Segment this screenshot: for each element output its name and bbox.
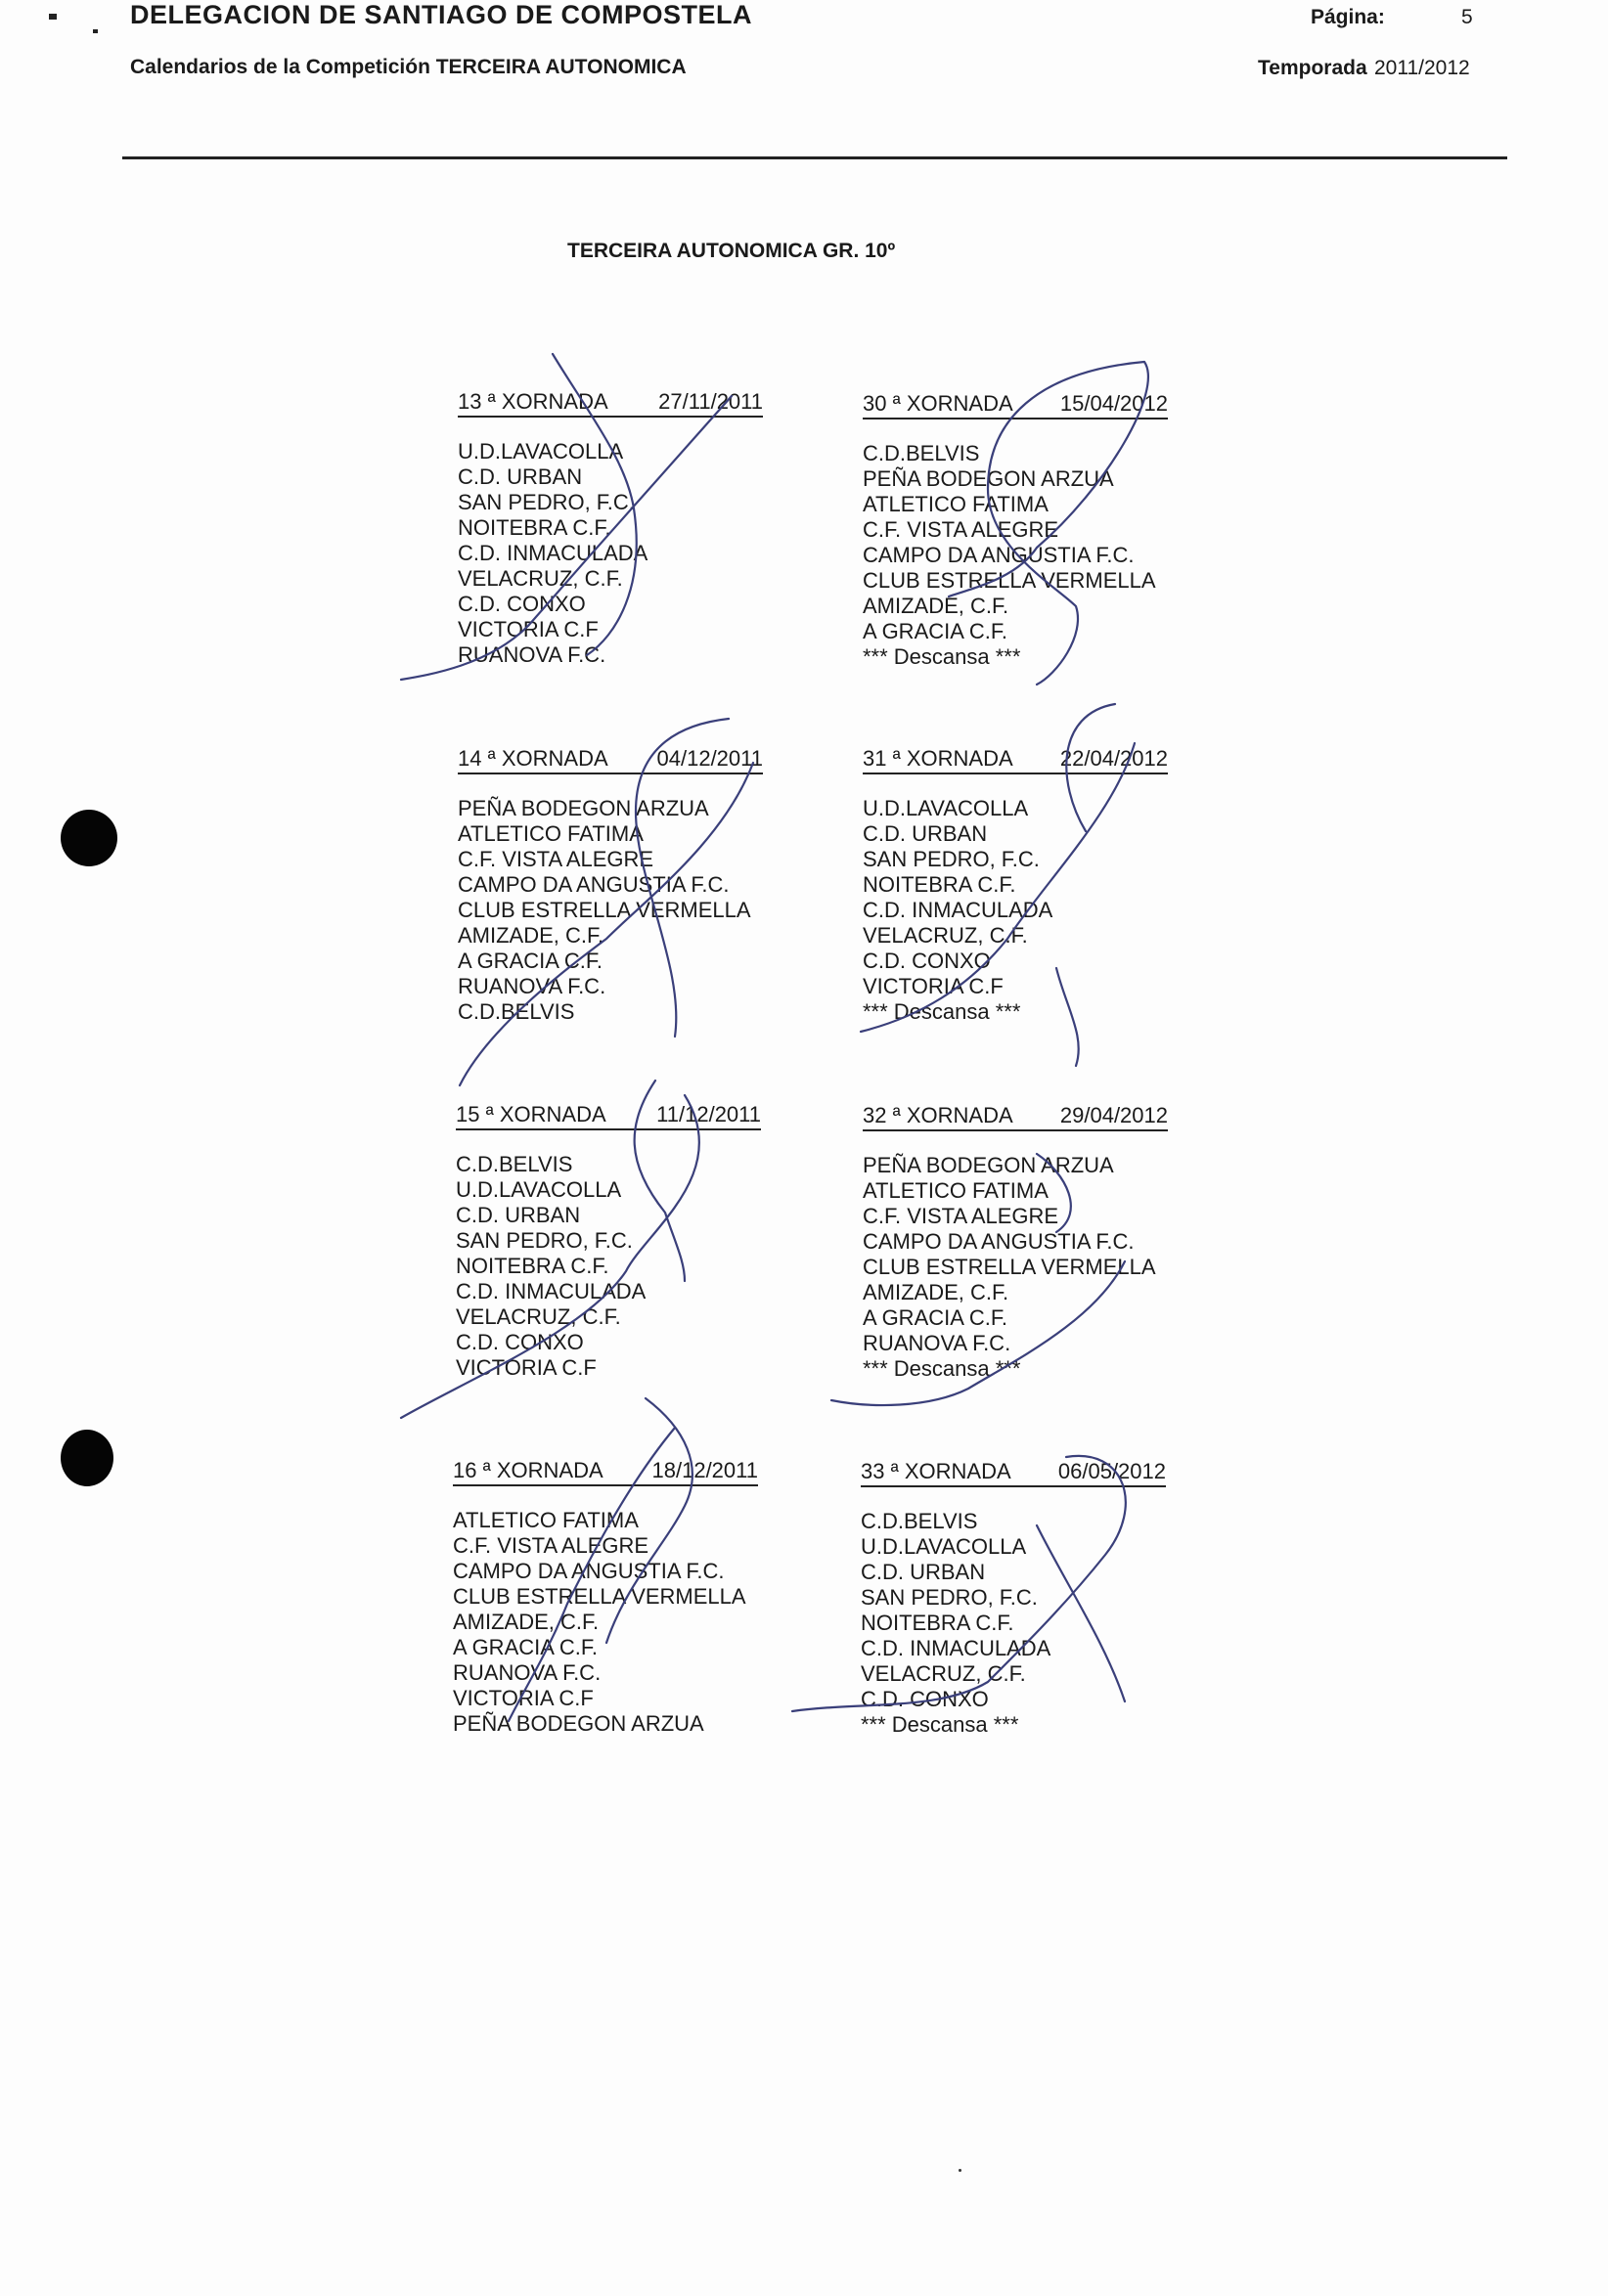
round-date: 06/05/2012 — [1057, 1459, 1166, 1483]
team-entry: RUANOVA F.C. — [458, 642, 606, 667]
season-label: Temporada — [1258, 57, 1367, 79]
team-entry: C.D. CONXO — [863, 949, 991, 973]
team-entry: VELACRUZ, C.F. — [861, 1661, 1026, 1686]
team-entry: C.D. CONXO — [456, 1330, 584, 1354]
round-name: 33 ª XORNADA — [861, 1459, 1011, 1483]
season-value: 2011/2012 — [1374, 57, 1470, 79]
team-entry: NOITEBRA C.F. — [456, 1254, 609, 1278]
document-subtitle: Calendarios de la Competición TERCEIRA AUTONOMICA — [130, 56, 687, 78]
team-entry: *** Descansa *** — [863, 1356, 1021, 1381]
round-date: 27/11/2011 — [658, 389, 763, 414]
team-entry: C.D. URBAN — [458, 464, 583, 489]
team-entry: C.F. VISTA ALEGRE — [863, 1204, 1059, 1228]
round-date: 18/12/2011 — [651, 1458, 758, 1482]
team-entry: A GRACIA C.F. — [453, 1635, 598, 1659]
team-entry: C.D.BELVIS — [456, 1152, 573, 1176]
team-entry: CLUB ESTRELLA VERMELLA — [863, 568, 1156, 593]
team-entry: VELACRUZ, C.F. — [863, 923, 1028, 948]
team-entry: VICTORIA C.F — [458, 617, 599, 641]
team-entry: VICTORIA C.F — [453, 1686, 594, 1710]
team-entry: VICTORIA C.F — [863, 974, 1004, 998]
team-entry: ATLETICO FATIMA — [863, 492, 1049, 516]
team-entry: C.D. CONXO — [458, 592, 586, 616]
round-name: 16 ª XORNADA — [453, 1458, 603, 1482]
signature-mark — [949, 362, 1148, 684]
team-entry: C.D. INMACULADA — [456, 1279, 647, 1303]
signature-mark — [831, 1154, 1125, 1405]
page-number: 5 — [1461, 6, 1473, 28]
team-entry: C.D.BELVIS — [863, 441, 980, 465]
team-entry: A GRACIA C.F. — [863, 1305, 1007, 1330]
team-entry: CLUB ESTRELLA VERMELLA — [453, 1584, 746, 1609]
team-entry: AMIZADE, C.F. — [863, 1280, 1009, 1304]
team-entry: C.D. URBAN — [456, 1203, 581, 1227]
team-entry: RUANOVA F.C. — [458, 974, 606, 998]
team-entry: CAMPO DA ANGUSTIA F.C. — [863, 543, 1135, 567]
team-entry: SAN PEDRO, F.C. — [458, 490, 635, 514]
team-entry: PEÑA BODEGON ARZUA — [863, 1153, 1114, 1177]
team-entry: ATLETICO FATIMA — [863, 1178, 1049, 1203]
round-name: 32 ª XORNADA — [863, 1103, 1013, 1127]
team-entry: PEÑA BODEGON ARZUA — [863, 466, 1114, 491]
signature-mark — [792, 1456, 1126, 1711]
signature-mark — [861, 704, 1135, 1066]
team-entry: CAMPO DA ANGUSTIA F.C. — [453, 1559, 725, 1583]
team-entry: C.F. VISTA ALEGRE — [453, 1533, 649, 1558]
team-entry: A GRACIA C.F. — [863, 619, 1007, 643]
team-entry: SAN PEDRO, F.C. — [456, 1228, 633, 1253]
team-entry: C.D. URBAN — [861, 1560, 986, 1584]
team-entry: RUANOVA F.C. — [453, 1660, 602, 1685]
team-entry: C.D.BELVIS — [861, 1509, 978, 1533]
team-entry: U.D.LAVACOLLA — [863, 796, 1029, 820]
speck — [959, 2169, 961, 2172]
team-entry: PEÑA BODEGON ARZUA — [453, 1711, 704, 1736]
team-entry: *** Descansa *** — [863, 999, 1021, 1024]
signature-mark — [401, 354, 732, 680]
round-name: 30 ª XORNADA — [863, 391, 1013, 416]
page-label: Página: — [1311, 6, 1385, 28]
team-entry: *** Descansa *** — [861, 1712, 1019, 1737]
team-entry: SAN PEDRO, F.C. — [861, 1585, 1038, 1610]
team-entry: RUANOVA F.C. — [863, 1331, 1011, 1355]
round-date: 11/12/2011 — [656, 1102, 761, 1126]
round-date: 29/04/2012 — [1059, 1103, 1168, 1127]
team-entry: C.F. VISTA ALEGRE — [863, 517, 1059, 542]
team-entry: C.D. INMACULADA — [863, 898, 1053, 922]
team-entry: C.D. URBAN — [863, 821, 988, 846]
round-name: 15 ª XORNADA — [456, 1102, 606, 1126]
round-date: 04/12/2011 — [656, 746, 763, 771]
scan-mark — [49, 14, 57, 20]
round-date: 22/04/2012 — [1059, 746, 1168, 771]
team-entry: ATLETICO FATIMA — [453, 1508, 639, 1532]
team-entry: VELACRUZ, C.F. — [456, 1304, 621, 1329]
team-entry: CLUB ESTRELLA VERMELLA — [458, 898, 751, 922]
signature-mark — [509, 1398, 692, 1721]
team-entry: C.F. VISTA ALEGRE — [458, 847, 654, 871]
team-entry: C.D. INMACULADA — [861, 1636, 1051, 1660]
round-name: 14 ª XORNADA — [458, 746, 608, 771]
team-entry: AMIZADE, C.F. — [453, 1610, 600, 1634]
team-entry: C.D. INMACULADA — [458, 541, 648, 565]
team-entry: VICTORIA C.F — [456, 1355, 597, 1380]
team-entry: CAMPO DA ANGUSTIA F.C. — [458, 872, 730, 897]
team-entry: AMIZADE, C.F. — [458, 923, 604, 948]
punch-hole — [61, 810, 117, 866]
team-entry: ATLETICO FATIMA — [458, 821, 644, 846]
signature-mark — [401, 1081, 699, 1418]
team-entry: U.D.LAVACOLLA — [458, 439, 624, 464]
team-entry: U.D.LAVACOLLA — [456, 1177, 622, 1202]
team-entry: U.D.LAVACOLLA — [861, 1534, 1027, 1559]
scan-mark — [93, 29, 98, 33]
organization-title: DELEGACION DE SANTIAGO DE COMPOSTELA — [130, 0, 753, 29]
team-entry: PEÑA BODEGON ARZUA — [458, 796, 709, 820]
team-entry: AMIZADE, C.F. — [863, 594, 1009, 618]
team-entry: CAMPO DA ANGUSTIA F.C. — [863, 1229, 1135, 1254]
round-date: 15/04/2012 — [1059, 391, 1168, 416]
team-entry: CLUB ESTRELLA VERMELLA — [863, 1255, 1156, 1279]
team-entry: A GRACIA C.F. — [458, 949, 603, 973]
team-entry: NOITEBRA C.F. — [861, 1611, 1014, 1635]
team-entry: C.D. CONXO — [861, 1687, 989, 1711]
team-entry: NOITEBRA C.F. — [863, 872, 1016, 897]
team-entry: *** Descansa *** — [863, 644, 1021, 669]
round-name: 13 ª XORNADA — [458, 389, 608, 414]
team-entry: SAN PEDRO, F.C. — [863, 847, 1040, 871]
punch-hole — [61, 1430, 113, 1486]
team-entry: VELACRUZ, C.F. — [458, 566, 623, 591]
team-entry: C.D.BELVIS — [458, 999, 575, 1024]
team-entry: NOITEBRA C.F. — [458, 515, 611, 540]
signature-mark — [460, 719, 753, 1085]
group-title: TERCEIRA AUTONOMICA GR. 10º — [567, 240, 896, 262]
round-name: 31 ª XORNADA — [863, 746, 1013, 771]
